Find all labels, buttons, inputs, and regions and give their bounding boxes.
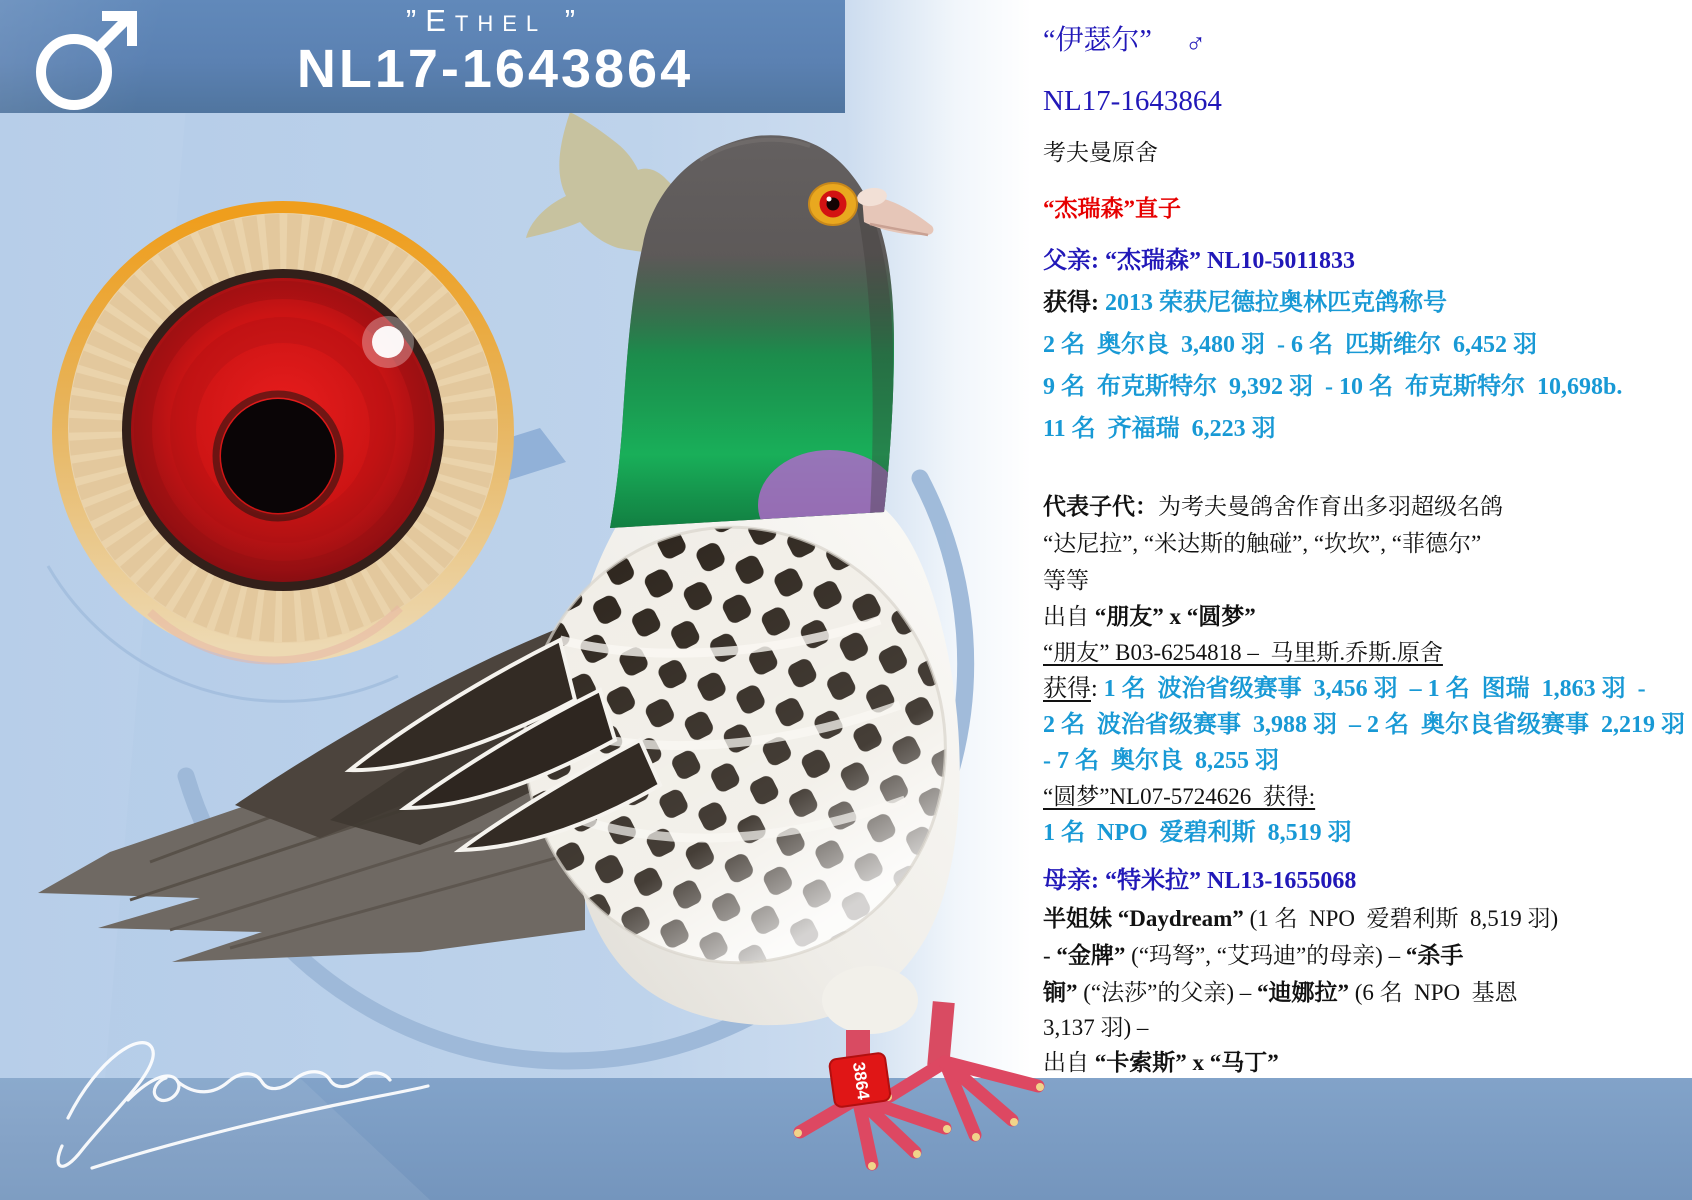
text-run: 9 名 布克斯特尔 9,392 羽 - 10 名 布克斯特尔 10,698b. xyxy=(1043,374,1623,400)
text-run: 2013 荣获尼德拉奥林匹克鸽称号 xyxy=(1105,290,1447,316)
title-banner xyxy=(0,0,845,113)
text-run: 2 名 奥尔良 3,480 羽 - 6 名 匹斯维尔 6,452 羽 xyxy=(1043,332,1537,358)
text-run: 获得: xyxy=(1043,290,1105,316)
leg-band xyxy=(829,1052,891,1107)
text-run: 半姐妹 xyxy=(1043,906,1118,931)
text-run: “Daydream” xyxy=(1117,906,1250,931)
banner-ring-number: NL17-1643864 xyxy=(296,39,694,99)
male-symbol-icon xyxy=(26,6,156,116)
text-run: “达尼拉”, “米达斯的触碰”, “坎坎”, “菲德尔” xyxy=(1043,531,1482,556)
text-run: NL17-1643864 xyxy=(1043,85,1222,117)
pigeon-eye xyxy=(809,183,857,225)
text-run: 为考夫曼鸽舍作育出多羽超级名鸽 xyxy=(1158,494,1503,519)
text-run: “杰瑞森”直子 xyxy=(1043,196,1181,221)
text-run: 父亲: “杰瑞森” NL10-5011833 xyxy=(1043,248,1355,274)
text-run: “金牌” xyxy=(1056,943,1126,968)
text-run: (“玛弩”, “艾玛迪”的母亲) – xyxy=(1125,943,1406,968)
text-run: - 7 名 奥尔良 8,255 羽 xyxy=(1043,748,1279,774)
text-run: 母亲: “特米拉” NL13-1655068 xyxy=(1043,868,1357,894)
text-run: 代表子代： xyxy=(1043,494,1158,519)
leg-band-number: 3864 xyxy=(848,1060,874,1101)
text-run: 1 名 NPO 爱碧利斯 8,519 羽 xyxy=(1043,820,1352,846)
text-run: 3,137 羽) – xyxy=(1043,1015,1149,1040)
text-run: 考夫曼原舍 xyxy=(1043,140,1158,165)
text-run: 出自 xyxy=(1043,604,1095,629)
text-run: “朋友” B03-6254818 – 马里斯.乔斯.原舍 xyxy=(1043,640,1443,665)
text-run: 11 名 齐福瑞 6,223 羽 xyxy=(1043,416,1276,442)
text-run: - xyxy=(1043,943,1057,968)
text-run: “卡索斯” x “马丁” xyxy=(1094,1050,1279,1075)
text-run: 2 名 波治省级赛事 3,988 羽 – 2 名 奥尔良省级赛事 2,219 羽 xyxy=(1043,712,1685,738)
text-run: (“法莎”的父亲) – xyxy=(1077,980,1257,1005)
text-run: “圆梦”NL07-5724626 获得: xyxy=(1043,784,1316,809)
text-run: 等等 xyxy=(1043,568,1089,593)
text-run: 锏” xyxy=(1043,980,1078,1005)
text-run: (1 名 NPO 爱碧利斯 8,519 羽) xyxy=(1249,906,1559,931)
text-run: 出自 xyxy=(1043,1050,1095,1075)
text-run: : xyxy=(1091,676,1104,702)
eye-photo xyxy=(53,202,513,662)
text-run: “迪娜拉” xyxy=(1257,980,1349,1005)
text-run: 获得 xyxy=(1043,676,1091,702)
banner-pigeon-name: ”Ethel ” xyxy=(405,3,585,38)
text-run: ♂ xyxy=(1185,29,1206,60)
text-run: “朋友” x “圆梦” xyxy=(1094,604,1256,629)
text-run: “杀手 xyxy=(1405,943,1464,968)
text-run: “伊瑟尔” xyxy=(1043,25,1152,56)
text-run: (6 名 NPO 基恩 xyxy=(1349,980,1518,1005)
text-run: 1 名 波治省级赛事 3,456 羽 – 1 名 图瑞 1,863 羽 - xyxy=(1103,676,1646,702)
